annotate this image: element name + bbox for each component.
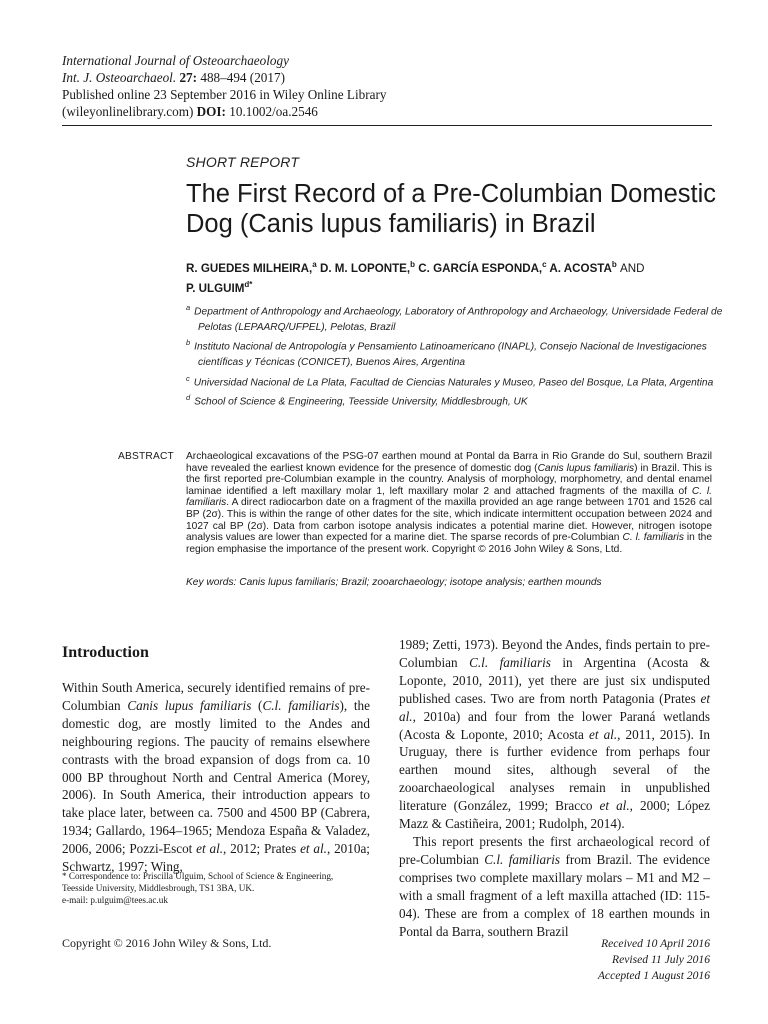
affiliation-list [186, 300, 726, 411]
body-paragraph [399, 636, 710, 833]
article-header [186, 154, 726, 410]
published-line: Published online 23 September 2016 in Wiley Online Library [62, 87, 387, 102]
body-paragraph [399, 833, 710, 940]
affiliation-text: Department of Anthropology and Archaeology, Laboratory of Anthropology and Archaeology, Universidade Federal de Pelotas (LEPAARQ/UFPEL), Pelotas, Brazil [194, 306, 723, 333]
article-title: The First Record of a Pre-Columbian Domestic Dog (Canis lupus familiaris) in Brazil [186, 180, 717, 238]
text-run: This report presents the first archaeological record of pre-Columbian [399, 833, 710, 867]
author-list [186, 257, 726, 297]
author: C. GARCÍA ESPONDA, [418, 261, 543, 275]
italic-run: et al. [196, 841, 224, 857]
keywords-rest: ; Brazil; zooarchaeology; isotope analysis; earthen mounds [335, 577, 602, 588]
text-run: 1989; Zetti, 1973). Beyond the Andes, finds pertain to pre-Columbian [399, 637, 710, 670]
abstract-segment: Archaeological excavations of the PSG-07 earthen mound at Pontal da Barra in Rio Grande do Sul, southern Brazil have revealed the earliest known evidence for the presence of domestic dog ( [186, 451, 712, 474]
footnote-address: * Correspondence to: Priscilla Ulguim, School of Science & Engineering, Teesside University, Middlesbrough, TS1 3BA, UK. [62, 871, 334, 893]
right-column [399, 636, 710, 940]
text-run: in Argentina (Acosta & Loponte, 2010, 2011), yet there are just six undisputed published cases. Two are from north Patagonia (Prates [399, 654, 710, 706]
italic-run: et al. [300, 841, 327, 857]
citation-line [62, 69, 722, 86]
website-link[interactable]: (wileyonlinelibrary.com) [62, 104, 194, 119]
italic-run: et al. [399, 690, 710, 724]
abstract-italic: C. l. familiaris [622, 532, 684, 544]
body-paragraph [62, 679, 370, 876]
header-divider [62, 125, 712, 126]
received-dates [598, 936, 710, 984]
keyword: Canis lupus familiaris [239, 577, 336, 588]
affiliation-text: Universidad Nacional de La Plata, Facultad de Ciencias Naturales y Museo, Paseo del Bosque, La Plata, Argentina [193, 376, 714, 388]
doi-label: DOI: [196, 104, 226, 119]
footnote-email[interactable]: e-mail: p.ulguim@tees.ac.uk [62, 895, 168, 905]
text-run: , 2012; Prates [223, 841, 301, 857]
text-run: Within South America, securely identified remains of pre-Columbian [62, 680, 370, 713]
author-sup: a [312, 260, 317, 269]
italic-run: et al. [599, 798, 630, 814]
doi-value[interactable]: 10.1002/oa.2546 [229, 104, 318, 119]
journal-title: International Journal of Osteoarchaeology [62, 53, 289, 68]
affiliation [186, 390, 726, 410]
author: D. M. LOPONTE, [319, 261, 411, 275]
abstract-italic: C. l. familiaris [186, 485, 712, 509]
journal-masthead [62, 52, 722, 120]
author-sup: d* [244, 279, 253, 289]
italic-run: C.l. familiaris [262, 697, 340, 713]
affiliation-mark: a [186, 302, 191, 312]
affiliation-mark: d [186, 393, 191, 403]
section-heading-introduction: Introduction [62, 644, 149, 661]
italic-run: et al. [588, 726, 618, 742]
affiliation [186, 300, 726, 335]
affiliation-text: School of Science & Engineering, Teesside University, Middlesbrough, UK [194, 396, 528, 408]
author: P. ULGUIM [186, 281, 245, 295]
text-run: , 2010a) and four from the lower Paraná wetlands (Acosta & Loponte, 2010; Acosta [399, 708, 710, 742]
author-and: AND [620, 261, 645, 275]
revised-date: Revised 11 July 2016 [612, 953, 710, 966]
italic-run: C.l. familiaris [484, 851, 561, 867]
abstract-segment: in the region emphasise the importance of the present work. Copyright © 2016 John Wiley & Sons, Ltd. [186, 532, 712, 555]
abstract-italic: Canis lupus familiaris [537, 462, 635, 474]
author: R. GUEDES MILHEIRA, [186, 261, 313, 275]
keywords [186, 577, 716, 588]
keywords-label: Key words: [186, 577, 240, 588]
citation-volume: 27: [179, 70, 198, 85]
italic-run: C.l. familiaris [469, 654, 551, 670]
received-date: Received 10 April 2016 [601, 937, 710, 950]
abstract-text [186, 451, 712, 555]
correspondence-footnote [62, 870, 362, 906]
text-run: ), the domestic dog, are mostly limited to the Andes and neighbouring regions. The paucity of remains elsewhere contrasts with the broad expansion of dogs from ca. 10 000 BP throughout North and Central America (Morey, 2006). In South America, their introduction appears to take place later, between ca. 7500 and 4500 BP (Cabrera, 1934; Gallardo, 1964–1965; Mendoza España & Valadez, 2006, 2006; Pozzi-Escot [62, 697, 370, 857]
left-column [62, 644, 370, 876]
affiliation-text: Instituto Nacional de Antropología y Pensamiento Latinoamericano (INAPL), Consejo Nacional de Investigaciones científicas y Técnicas (CONICET), Buenos Aires, Argentina [194, 341, 707, 368]
abstract-label: ABSTRACT [118, 451, 174, 462]
affiliation [186, 371, 726, 391]
italic-run: Canis lupus familiaris [127, 697, 252, 713]
citation-abbrev: Int. J. Osteoarchaeol. [62, 70, 177, 85]
text-run: , 2011, 2015). In Uruguay, there is further evidence from perhaps four earthen mound sites, although several of the zooarchaeological analyses remain in unpublished literature (González, 1999; Bracco [399, 726, 710, 814]
affiliation-mark: c [186, 373, 190, 383]
copyright-notice: Copyright © 2016 John Wiley & Sons, Ltd. [62, 936, 272, 950]
text-run: , 2000; López Mazz & Castiñeira, 2001; Rudolph, 2014). [399, 798, 710, 832]
accepted-date: Accepted 1 August 2016 [597, 969, 710, 982]
website-doi-line [62, 103, 722, 120]
author-sup: b [611, 260, 617, 269]
text-run: , 2010a; Schwartz, 1997; Wing, [62, 841, 370, 875]
citation-pages: 488–494 (2017) [200, 70, 285, 85]
abstract-segment: . A direct radiocarbon date on a fragment of the maxilla provided an age range between 1701 and 1526 cal BP (2σ). This is within the range of other dates for the site, which indicate intermittent occupation between 2024 and 1027 cal BP (2σ). Data from carbon isotope analysis indicates a potential marine diet. However, nitrogen isotope analysis values are lower than expected for a marine diet. The sparse records of pre-Columbian [186, 497, 712, 544]
text-run: from Brazil. The evidence comprises two complete maxillary molars – M1 and M2 – with a small fragment of a left maxilla attached (ID: 115-04). These are from a complex of 18 earthen mounds in Pontal da Barra, southern Brazil [399, 851, 710, 939]
affiliation [186, 335, 726, 370]
author-sup: c [542, 260, 547, 269]
article-type-label: SHORT REPORT [186, 154, 300, 170]
author: A. ACOSTA [549, 261, 612, 275]
author-sup: b [410, 260, 416, 269]
abstract-segment: ) in Brazil. This is the first reported pre-Columbian example in the country. Analysis of morphology, morphometry, and dental enamel laminae identified a left maxillary molar 1, left maxillary molar 2 and attached fragments of the maxilla of [186, 462, 712, 497]
text-run: ( [251, 697, 263, 713]
affiliation-mark: b [186, 338, 191, 348]
